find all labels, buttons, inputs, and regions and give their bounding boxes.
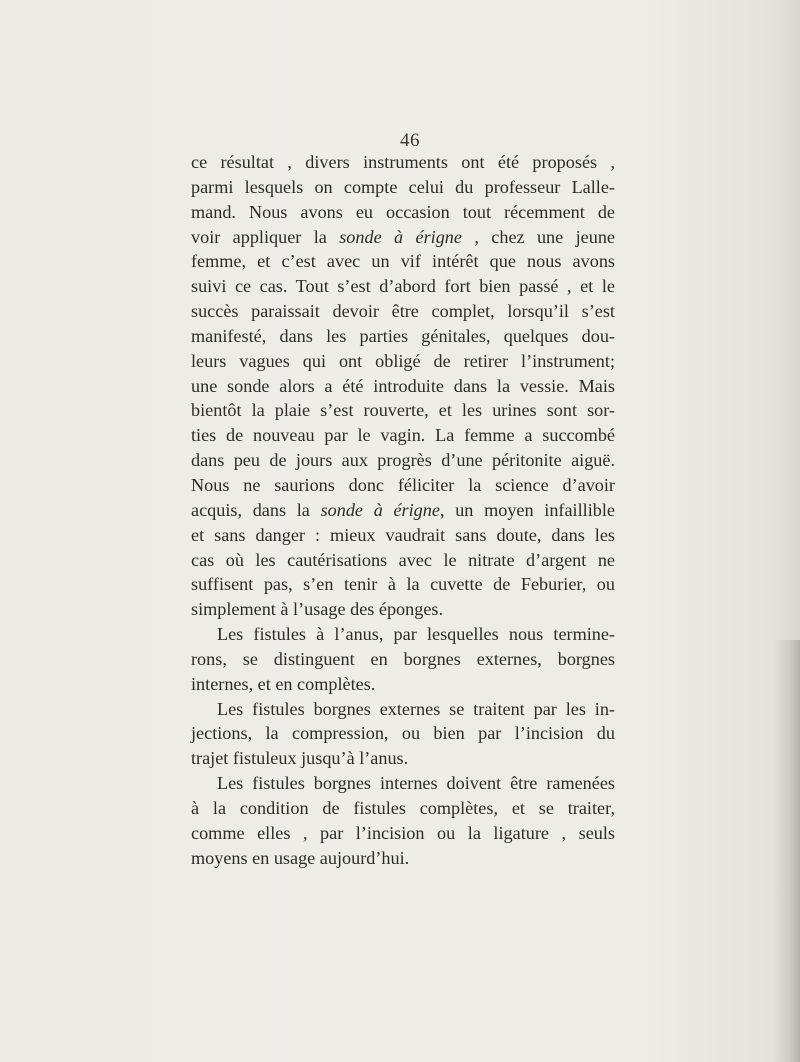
text-segment: parmi lesquels on compte celui du professeur Lalle- bbox=[191, 176, 615, 197]
text-segment: ties de nouveau par le vagin. La femme a succombé bbox=[191, 425, 615, 446]
text-segment: simplement à l’usage des éponges. bbox=[191, 599, 444, 620]
text-line bbox=[191, 299, 615, 324]
text-line bbox=[191, 200, 615, 225]
text-line bbox=[191, 821, 615, 846]
text-line bbox=[191, 721, 615, 746]
body-text bbox=[191, 150, 615, 870]
text-segment: Les fistules borgnes externes se traitent par les in- bbox=[217, 698, 615, 719]
text-line bbox=[191, 225, 615, 250]
text-line bbox=[191, 647, 615, 672]
italic-term: sonde à érigne bbox=[339, 226, 462, 247]
text-segment: manifesté, dans les parties génitales, quelques dou- bbox=[191, 325, 615, 346]
text-line bbox=[191, 175, 615, 200]
text-line bbox=[191, 523, 615, 548]
text-segment: mand. Nous avons eu occasion tout récemment de bbox=[191, 201, 615, 222]
text-line bbox=[191, 498, 615, 523]
text-segment: trajet fistuleux jusqu’à l’anus. bbox=[191, 748, 409, 769]
text-segment: , un moyen infaillible bbox=[439, 499, 615, 520]
text-line bbox=[191, 697, 615, 722]
text-line bbox=[191, 448, 615, 473]
text-segment: jections, la compression, ou bien par l’incision du bbox=[191, 723, 615, 744]
text-segment: à la condition de fistules complètes, et se traiter, bbox=[191, 797, 615, 818]
text-segment: ce résultat , divers instruments ont été proposés , bbox=[191, 152, 615, 172]
text-segment: leurs vagues qui ont obligé de retirer l’instrument; bbox=[191, 350, 615, 371]
text-segment: une sonde alors a été introduite dans la vessie. Mais bbox=[191, 375, 615, 396]
text-line bbox=[191, 771, 615, 796]
text-line bbox=[191, 672, 615, 697]
text-segment: voir appliquer la bbox=[191, 226, 340, 247]
text-line bbox=[191, 274, 615, 299]
text-line bbox=[191, 622, 615, 647]
text-segment: et sans danger : mieux vaudrait sans doute, dans les bbox=[191, 524, 615, 545]
text-segment: rons, se distinguent en borgnes externes, borgnes bbox=[191, 648, 615, 669]
text-segment: succès paraissait devoir être complet, lorsqu’il s’est bbox=[191, 301, 615, 322]
text-line bbox=[191, 324, 615, 349]
text-segment: Les fistules borgnes internes doivent être ramenées bbox=[217, 773, 615, 794]
text-line bbox=[191, 597, 615, 622]
text-segment: femme, et c’est avec un vif intérêt que nous avons bbox=[191, 251, 615, 272]
text-line bbox=[191, 548, 615, 573]
text-segment: Nous ne saurions donc féliciter la science d’avoir bbox=[191, 474, 615, 495]
text-segment: cas où les cautérisations avec le nitrate d’argent ne bbox=[191, 549, 615, 570]
text-line bbox=[191, 349, 615, 374]
page-edge-shadow bbox=[774, 640, 800, 1062]
text-segment: moyens en usage aujourd’hui. bbox=[191, 847, 410, 868]
text-segment: comme elles , par l’incision ou la ligature , seuls bbox=[191, 822, 615, 843]
text-line bbox=[191, 150, 615, 175]
text-line bbox=[191, 796, 615, 821]
text-line bbox=[191, 398, 615, 423]
text-line bbox=[191, 249, 615, 274]
text-segment: internes, et en complètes. bbox=[191, 673, 376, 694]
text-line bbox=[191, 473, 615, 498]
text-line bbox=[191, 572, 615, 597]
text-line bbox=[191, 374, 615, 399]
text-line bbox=[191, 423, 615, 448]
text-segment: bientôt la plaie s’est rouverte, et les urines sont sor- bbox=[191, 400, 615, 421]
text-segment: acquis, dans la bbox=[191, 499, 321, 520]
text-segment: suffisent pas, s’en tenir à la cuvette de Feburier, ou bbox=[191, 574, 615, 595]
text-segment: , chez une jeune bbox=[461, 226, 615, 247]
page-number: 46 bbox=[400, 130, 420, 151]
text-segment: dans peu de jours aux progrès d’une péritonite aiguë. bbox=[191, 450, 615, 471]
italic-term: sonde à érigne bbox=[320, 499, 440, 520]
text-segment: suivi ce cas. Tout s’est d’abord fort bien passé , et le bbox=[191, 276, 615, 297]
text-line bbox=[191, 746, 615, 771]
text-line bbox=[191, 846, 615, 871]
text-segment: Les fistules à l’anus, par lesquelles nous termine- bbox=[217, 624, 615, 645]
